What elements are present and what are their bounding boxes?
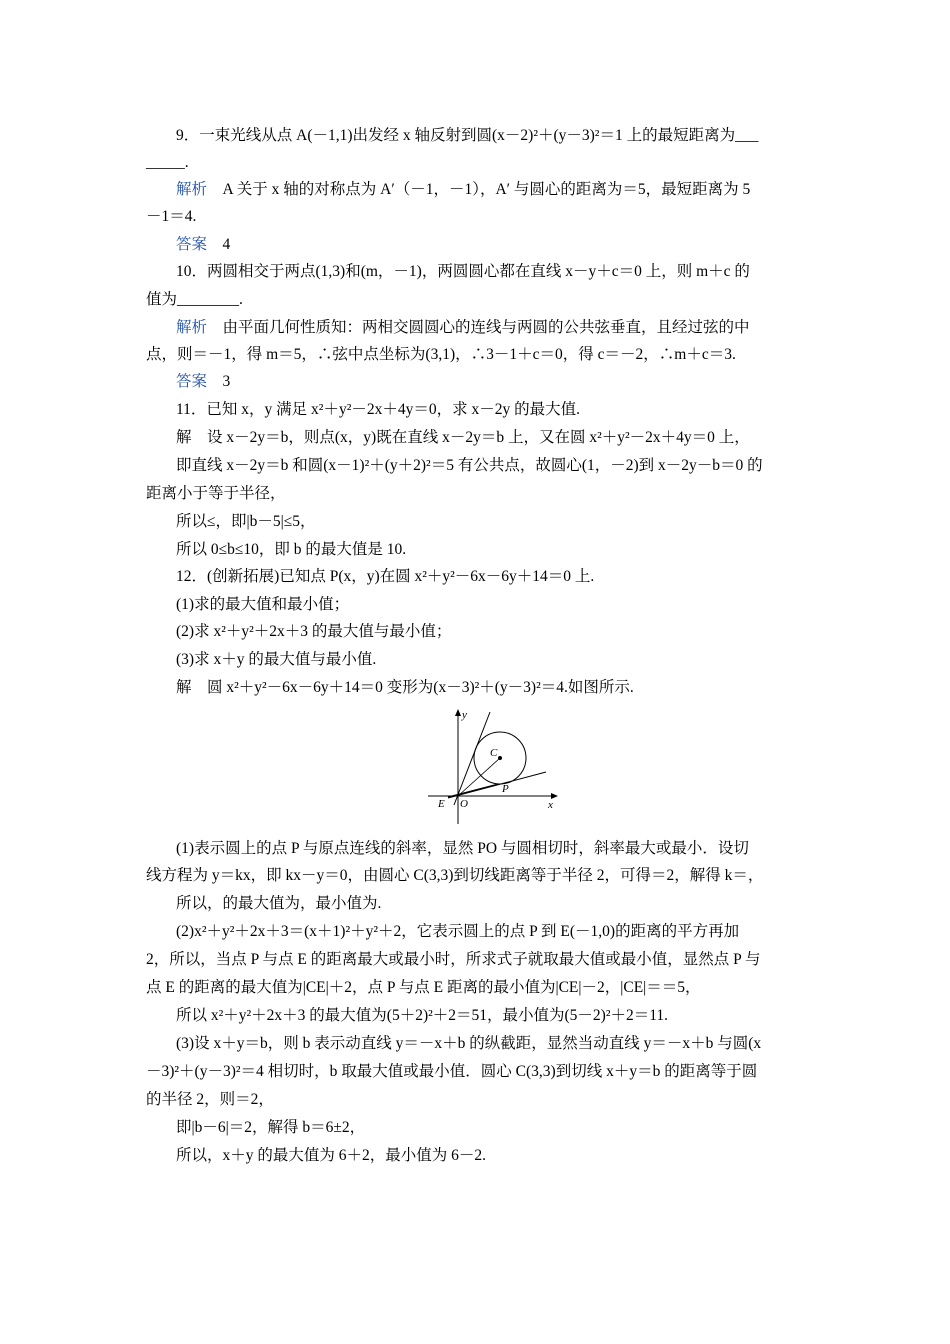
analysis-label: 解析 xyxy=(176,319,208,336)
problem-10-analysis-line-1: 解析 由平面几何性质知：两相交圆圆心的连线与两圆的公共弦垂直，且经过弦的中 xyxy=(176,319,750,336)
problem-10-line-2: 值为________. xyxy=(146,291,243,308)
y-axis-arrow xyxy=(455,709,461,716)
problem-11-solution-line-1: 解 设 x－2y＝b，则点(x，y)既在直线 x－2y＝b 上，又在圆 x²＋y²－2x＋4y＝0 上， xyxy=(176,429,750,446)
label-o: O xyxy=(460,798,468,810)
problem-12-part-1: (1)求的最大值和最小值； xyxy=(176,596,350,613)
problem-11-solution-line-4: 所以≤，即|b－5|≤5， xyxy=(176,513,316,530)
problem-11-statement: 11．已知 x，y 满足 x²＋y²－2x＋4y＝0，求 x－2y 的最大值. xyxy=(176,401,580,418)
problem-12-part-2: (2)求 x²＋y²＋2x＋3 的最大值与最小值； xyxy=(176,623,452,640)
problem-9-analysis-line-1: 解析 A 关于 x 轴的对称点为 A′（－1，－1），A′ 与圆心的距离为＝5，最短距离为 5 xyxy=(176,181,751,198)
label-e: E xyxy=(438,798,445,810)
problem-12-part-3: (3)求 x＋y 的最大值与最小值. xyxy=(176,651,377,668)
problem-11-solution-line-5: 所以 0≤b≤10，即 b 的最大值是 10. xyxy=(176,541,407,558)
label-x: x xyxy=(548,799,553,811)
label-p: P xyxy=(502,783,509,795)
part-2-solution-line-4: 所以 x²＋y²＋2x＋3 的最大值为(5＋2)²＋2＝51，最小值为(5－2)²＋2＝11. xyxy=(176,1007,669,1024)
problem-11-solution-line-2: 即直线 x－2y＝b 和圆(x－1)²＋(y＋2)²＝5 有公共点，故圆心(1，－2)到 x－2y－b＝0 的 xyxy=(176,457,763,474)
part-1-solution-line-3: 所以，的最大值为，最小值为. xyxy=(176,895,382,912)
part-1-solution-line-1: (1)表示圆上的点 P 与原点连线的斜率，显然 PO 与圆相切时，斜率最大或最小．设切 xyxy=(176,840,749,857)
analysis-label: 解析 xyxy=(176,181,208,198)
problem-9-answer: 答案 4 xyxy=(176,236,231,253)
answer-label: 答案 xyxy=(176,373,208,390)
problem-11-solution-line-3: 距离小于等于半径， xyxy=(146,485,286,502)
problem-10-analysis-line-2: 点，则＝－1，得 m＝5，∴弦中点坐标为(3,1)，∴3－1＋c＝0，得 c＝－2，∴m＋c＝3. xyxy=(146,346,736,363)
part-3-solution-line-2: －3)²＋(y－3)²＝4 相切时，b 取最大值或最小值．圆心 C(3,3)到切线 x＋y＝b 的距离等于圆 xyxy=(146,1063,758,1080)
label-y: y xyxy=(462,709,467,721)
part-2-solution-line-1: (2)x²＋y²＋2x＋3＝(x＋1)²＋y²＋2，它表示圆上的点 P 到 E(－1,0)的距离的平方再加 xyxy=(176,923,740,940)
part-3-solution-line-5: 所以，x＋y 的最大值为 6＋2，最小值为 6－2. xyxy=(176,1147,487,1164)
problem-10-answer: 答案 3 xyxy=(176,373,231,390)
problem-9-analysis-line-2: －1＝4. xyxy=(146,208,197,225)
part-2-solution-line-2: 2，所以，当点 P 与点 E 的距离最大或最小时，所求式子就取最大值或最小值，显然点 P 与 xyxy=(146,951,761,968)
problem-10-line-1: 10．两圆相交于两点(1,3)和(m，－1)，两圆圆心都在直线 x－y＋c＝0 上，则 m＋c 的 xyxy=(176,263,750,280)
segment-o-c xyxy=(458,758,500,796)
circle-tangent-figure xyxy=(418,706,568,830)
part-2-solution-line-3: 点 E 的距离的最大值为|CE|＋2，点 P 与点 E 距离的最小值为|CE|－2，|CE|＝＝5， xyxy=(146,979,701,996)
problem-12-solution-intro: 解 圆 x²＋y²－6x－6y＋14＝0 变形为(x－3)²＋(y－3)²＝4.如图所示. xyxy=(176,679,634,696)
part-3-solution-line-4: 即|b－6|＝2，解得 b＝6±2， xyxy=(176,1119,366,1136)
part-1-solution-line-2: 线方程为 y＝kx，即 kx－y＝0，由圆心 C(3,3)到切线距离等于半径 2，可得＝2，解得 k＝， xyxy=(146,867,764,884)
label-c: C xyxy=(490,747,498,759)
tangent-line-lower xyxy=(448,772,546,798)
answer-label: 答案 xyxy=(176,236,208,253)
part-3-solution-line-1: (3)设 x＋y＝b，则 b 表示动直线 y＝－x＋b 的纵截距，显然当动直线 y＝－x＋b 与圆(x xyxy=(176,1035,762,1052)
problem-9-line-1: 9．一束光线从点 A(－1,1)出发经 x 轴反射到圆(x－2)²＋(y－3)²＝1 上的最短距离为___ xyxy=(176,127,759,144)
problem-12-statement: 12．(创新拓展)已知点 P(x，y)在圆 x²＋y²－6x－6y＋14＝0 上. xyxy=(176,568,595,585)
problem-9-line-2: _____. xyxy=(146,154,189,171)
segment-e-p xyxy=(448,784,498,797)
part-3-solution-line-3: 的半径 2，则＝2， xyxy=(146,1091,274,1108)
